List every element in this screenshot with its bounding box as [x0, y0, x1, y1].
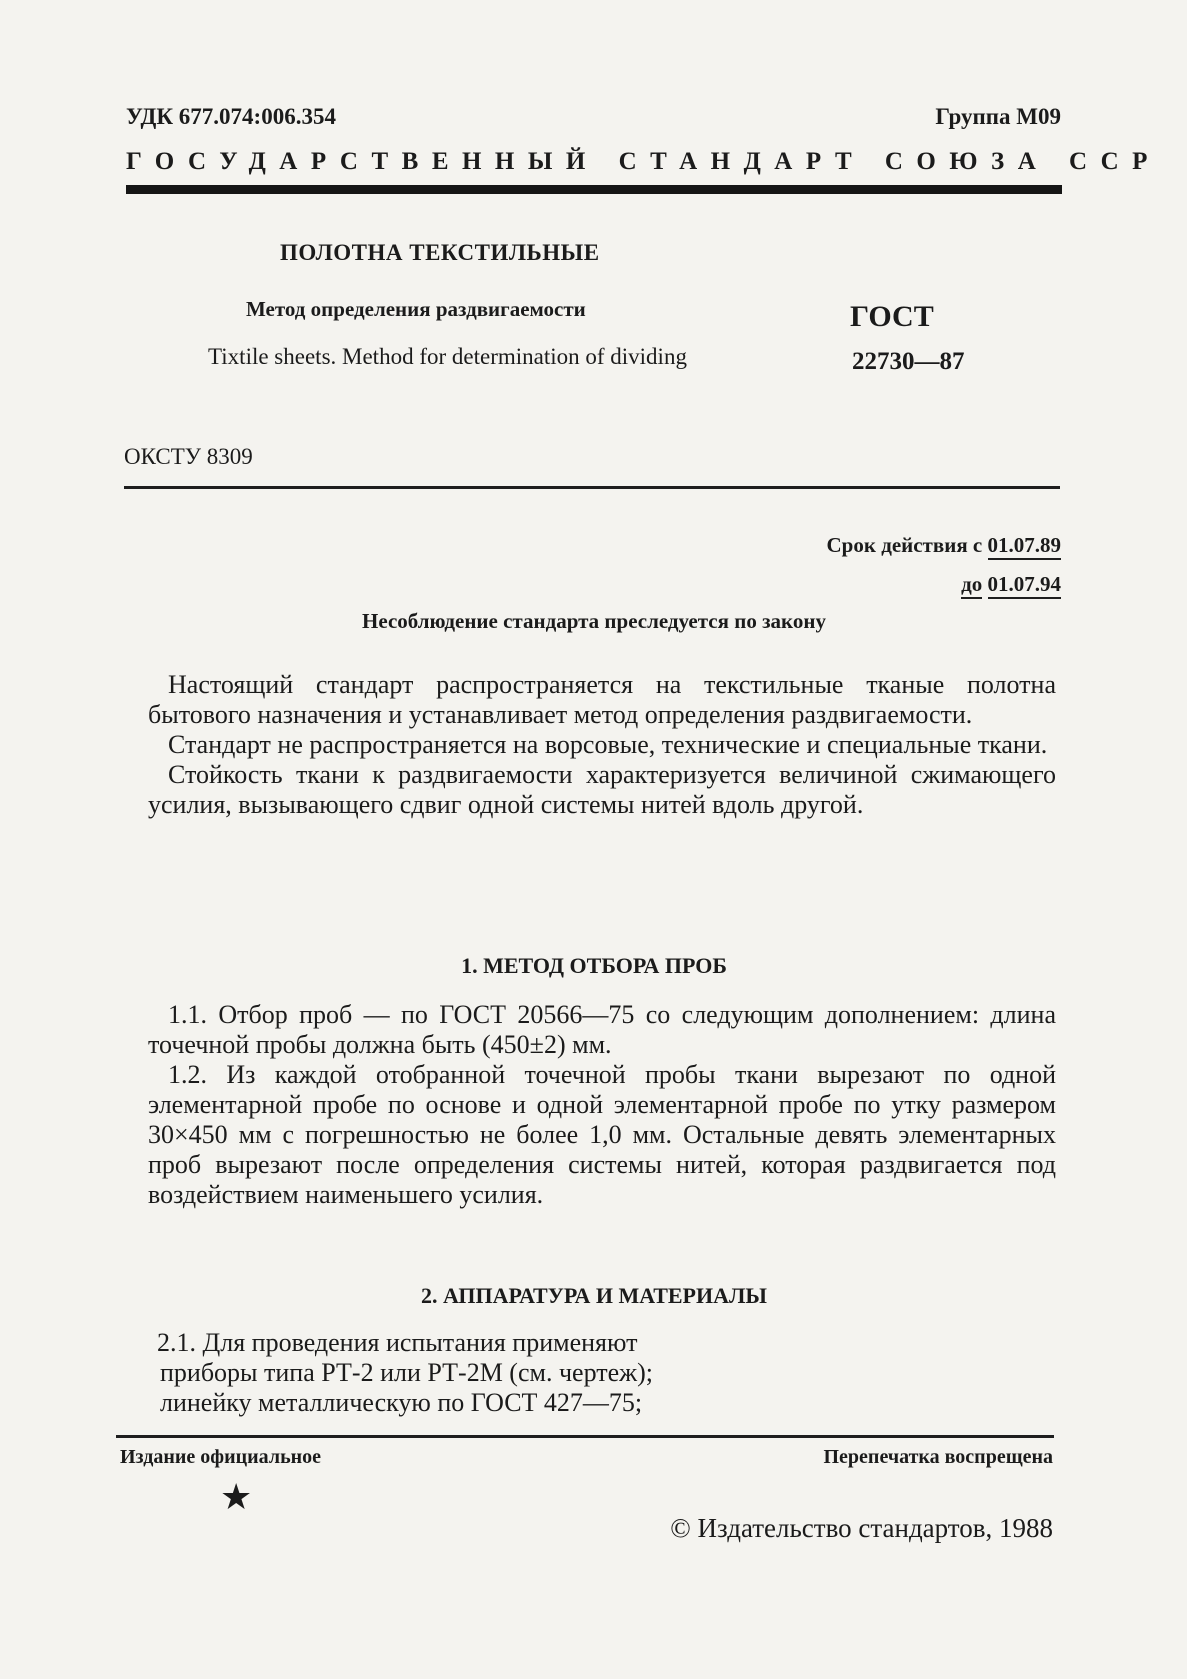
validity-from-date: 01.07.89	[988, 533, 1062, 560]
validity-from	[827, 526, 1062, 565]
intro-paragraph: Стандарт не распространяется на ворсовые, технические и специальные ткани.	[168, 730, 1048, 759]
clause-line: 2.1. Для проведения испытания применяют	[157, 1328, 638, 1357]
english-title: Tixtile sheets. Method for determination of dividing	[208, 344, 687, 369]
intro-paragraph: Настоящий стандарт распространяется на текстильные тканые полотна бытового назначения и устанавливает метод определения раздвигаемости.	[148, 670, 1056, 729]
clause-paragraph: 1.1. Отбор проб — по ГОСТ 20566—75 со следующим дополнением: длина точечной пробы должна быть (450±2) мм.	[148, 1000, 1056, 1059]
document-subtitle: Метод определения раздвигаемости	[246, 297, 586, 321]
validity-to	[827, 565, 1062, 604]
copyright-notice: © Издательство стандартов, 1988	[670, 1513, 1053, 1543]
section-1-text	[148, 1000, 1056, 1210]
section-1-heading: 1. МЕТОД ОТБОРА ПРОБ	[461, 953, 727, 978]
gost-number: 22730—87	[852, 348, 965, 375]
document-title: ПОЛОТНА ТЕКСТИЛЬНЫЕ	[280, 240, 600, 265]
penalty-note: Несоблюдение стандарта преследуется по закону	[362, 609, 826, 633]
intro-paragraph: Стойкость ткани к раздвигаемости характеризуется величиной сжимающего усилия, вызывающего сдвиг одной системы нитей вдоль другой.	[148, 760, 1056, 819]
clause-paragraph: 1.2. Из каждой отобранной точечной пробы ткани вырезают по одной элементарной пробе по основе и одной элементарной пробе по утку размером 30×450 мм с погрешностью не более 1,0 мм. Остальные девять элементарных проб вырезают после определения системы нитей, которая раздвигается под воздействием наименьшего усилия.	[148, 1060, 1056, 1209]
official-edition: Издание официальное	[120, 1446, 322, 1468]
validity-to-label: до	[961, 572, 982, 599]
section-2-text	[148, 1328, 1056, 1418]
reprint-prohibited: Перепечатка воспрещена	[823, 1446, 1053, 1468]
intro-text	[148, 670, 1056, 820]
oksty-code: ОКСТУ 8309	[124, 444, 253, 469]
validity-to-date: 01.07.94	[988, 572, 1062, 599]
gost-label: ГОСТ	[850, 300, 934, 333]
clause-line: линейку металлическую по ГОСТ 427—75;	[160, 1388, 643, 1417]
state-standard-banner: ГОСУДАРСТВЕННЫЙ СТАНДАРТ СОЮЗА ССР	[126, 148, 1161, 175]
footer-rule	[116, 1435, 1054, 1438]
star-icon: ★	[220, 1477, 253, 1517]
section-2-heading: 2. АППАРАТУРА И МАТЕРИАЛЫ	[421, 1283, 767, 1308]
validity-period	[827, 526, 1062, 604]
udk-code: УДК 677.074:006.354	[126, 104, 336, 129]
title-rule	[124, 486, 1060, 489]
header-rule	[126, 185, 1062, 194]
clause-line: приборы типа РТ-2 или РТ-2М (см. чертеж);	[160, 1358, 653, 1387]
group-code: Группа М09	[935, 104, 1061, 129]
validity-from-label: Срок действия с	[826, 533, 983, 557]
